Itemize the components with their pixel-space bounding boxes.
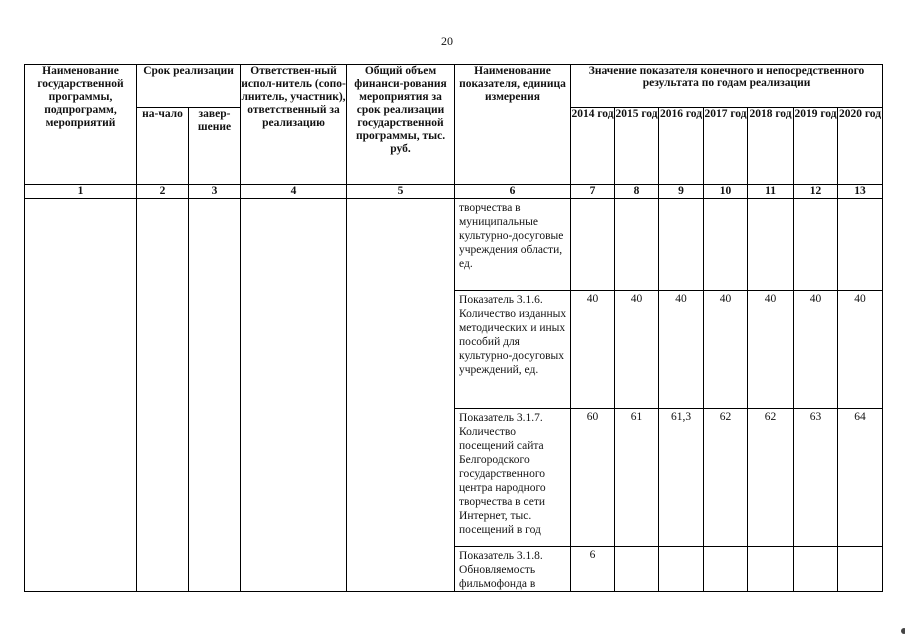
column-number: 13 [838, 185, 883, 199]
header-indicator-name: Наименование показателя, единица измерения [455, 65, 571, 185]
indicator-value: 40 [571, 291, 615, 409]
column-number: 7 [571, 185, 615, 199]
header-year: 2020 год [838, 108, 883, 185]
header-year: 2014 год [571, 108, 615, 185]
indicator-value: 63 [794, 409, 838, 547]
column-number: 1 [25, 185, 137, 199]
indicator-name: Показатель 3.1.6. Количество изданных методических и иных пособий для культурно-досуговых учреждений, ед. [455, 291, 571, 409]
header-year: 2016 год [659, 108, 704, 185]
column-number: 8 [615, 185, 659, 199]
indicator-value [838, 547, 883, 592]
program-name-cell [25, 199, 137, 592]
scan-artifact-dot [901, 628, 905, 634]
header-responsible: Ответствен-ный испол-нитель (сопо-лнитель, участник), ответственный за реализацию [241, 65, 347, 185]
header-financing-volume: Общий объем финанси-рования мероприятия за срок реализации государственной программы, тыс. руб. [347, 65, 455, 185]
indicator-name: Показатель 3.1.8. Обновляемость фильмофонда в [455, 547, 571, 592]
page-number: 20 [441, 34, 453, 48]
column-number: 4 [241, 185, 347, 199]
indicator-value [704, 199, 748, 291]
indicator-value: 40 [704, 291, 748, 409]
column-number: 6 [455, 185, 571, 199]
start-cell [137, 199, 189, 592]
column-number: 10 [704, 185, 748, 199]
header-indicator-values: Значение показателя конечного и непосредственного результата по годам реализации [571, 65, 883, 108]
column-number: 12 [794, 185, 838, 199]
column-number: 5 [347, 185, 455, 199]
header-start: на-чало [137, 108, 189, 185]
indicators-table [24, 64, 883, 592]
indicator-value [615, 547, 659, 592]
indicator-value [615, 199, 659, 291]
indicator-value: 40 [794, 291, 838, 409]
header-year: 2017 год [704, 108, 748, 185]
indicator-value: 61 [615, 409, 659, 547]
indicator-value: 61,3 [659, 409, 704, 547]
indicator-name: творчества в муниципальные культурно-досуговые учреждения области, ед. [455, 199, 571, 291]
indicator-value: 40 [659, 291, 704, 409]
indicator-value: 62 [748, 409, 794, 547]
column-numbers-row [25, 185, 883, 199]
column-number: 9 [659, 185, 704, 199]
indicator-value [748, 547, 794, 592]
column-number: 11 [748, 185, 794, 199]
indicator-value: 40 [615, 291, 659, 409]
indicator-name: Показатель 3.1.7. Количество посещений сайта Белгородского государственного центра народного творчества в сети Интернет, тыс. посещений в год [455, 409, 571, 547]
financing-cell [347, 199, 455, 592]
indicator-value [571, 199, 615, 291]
indicator-value [748, 199, 794, 291]
indicator-value [794, 199, 838, 291]
indicator-value: 40 [748, 291, 794, 409]
indicator-value [838, 199, 883, 291]
indicator-value: 60 [571, 409, 615, 547]
header-year: 2019 год [794, 108, 838, 185]
end-cell [189, 199, 241, 592]
indicator-value: 40 [838, 291, 883, 409]
indicator-value [794, 547, 838, 592]
indicator-value [659, 547, 704, 592]
column-number: 3 [189, 185, 241, 199]
header-year: 2015 год [615, 108, 659, 185]
indicator-value: 64 [838, 409, 883, 547]
indicator-value [704, 547, 748, 592]
table-row [25, 199, 883, 291]
header-end: завер-шение [189, 108, 241, 185]
indicator-value: 62 [704, 409, 748, 547]
responsible-cell [241, 199, 347, 592]
header-year: 2018 год [748, 108, 794, 185]
header-program-name: Наименование государственной программы, подпрограмм, мероприятий [25, 65, 137, 185]
header-period: Срок реализации [137, 65, 241, 108]
column-number: 2 [137, 185, 189, 199]
indicator-value: 6 [571, 547, 615, 592]
indicator-value [659, 199, 704, 291]
